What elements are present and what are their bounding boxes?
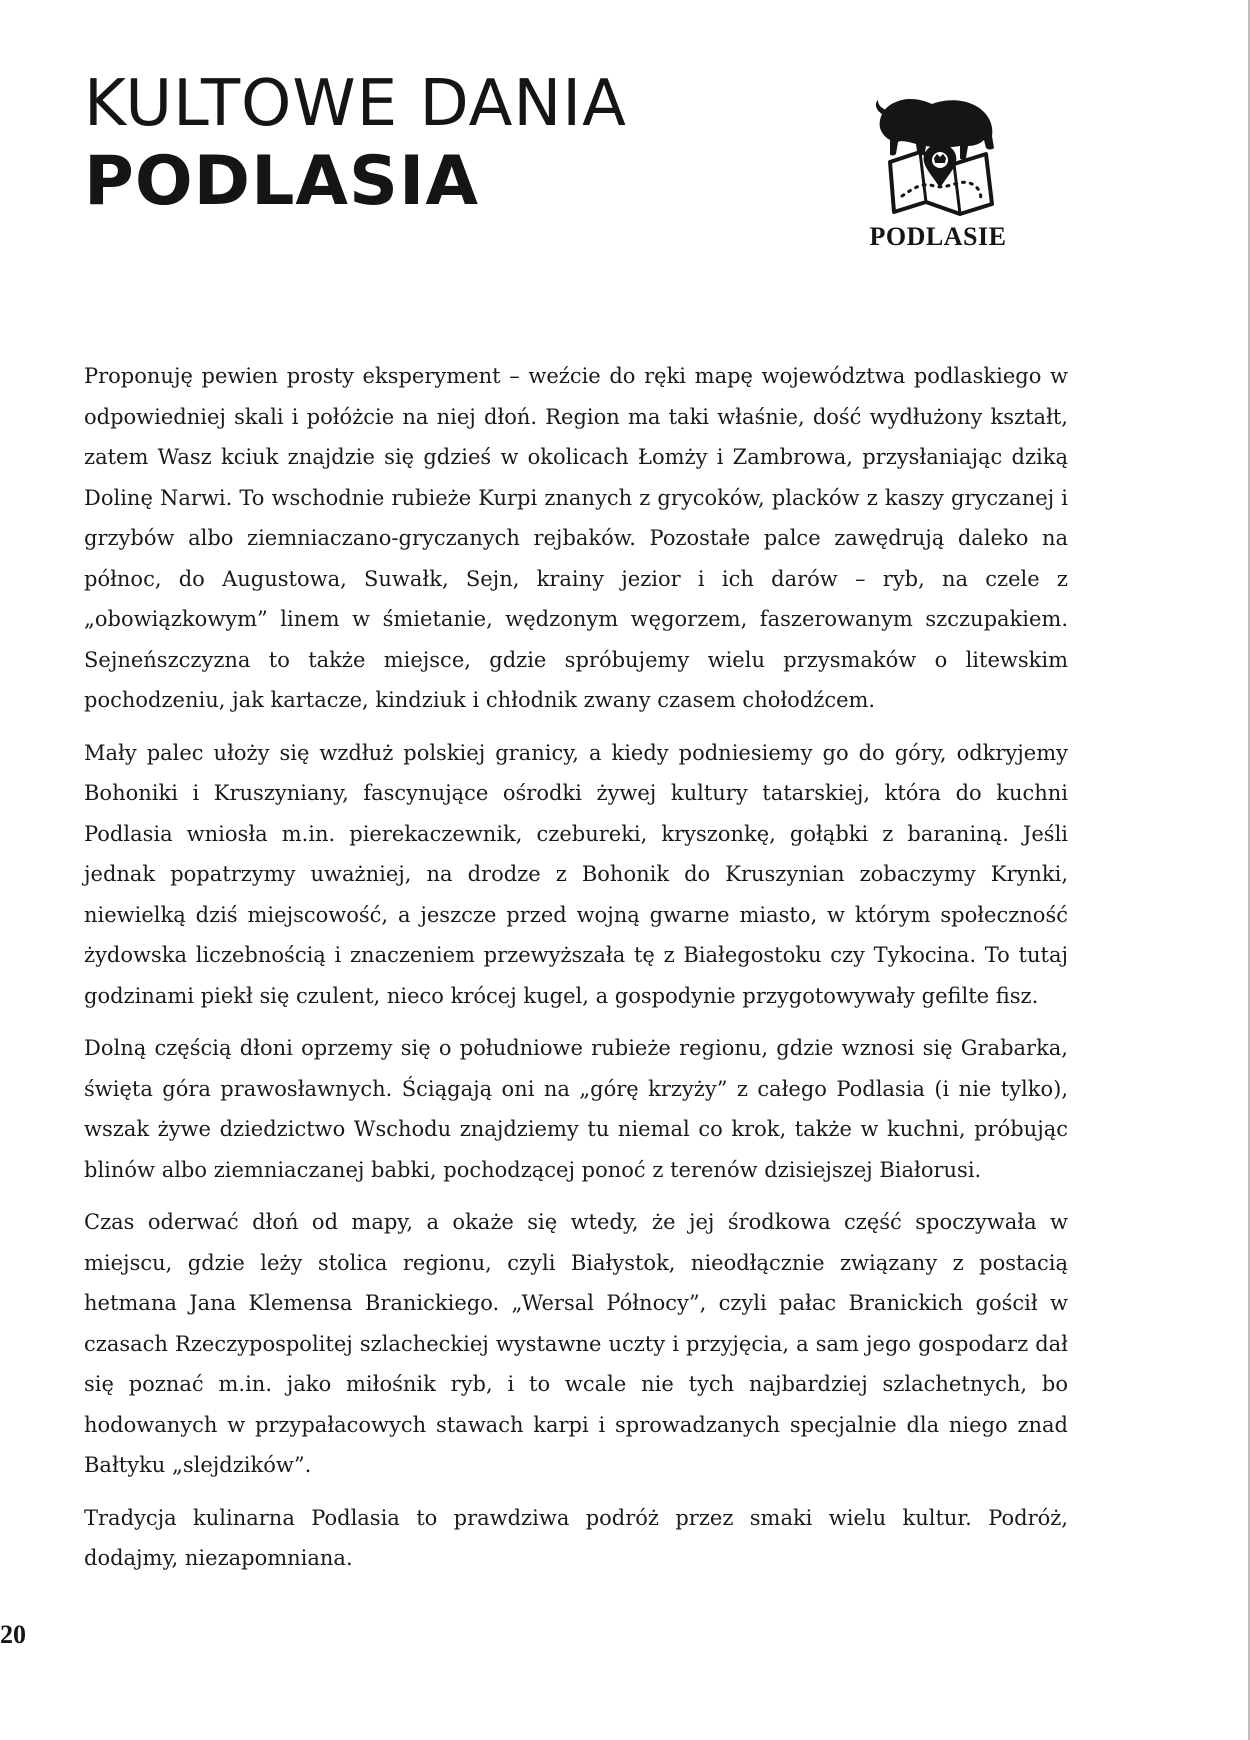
region-label: PODLASIE bbox=[869, 222, 1007, 251]
paragraph: Dolną częścią dłoni oprzemy się o południowe rubieże regionu, gdzie wznosi się Grabarka, święta góra prawosławnych. Ściągają oni na „górę krzyży” z całego Podlasia (i nie tylko), wszak żywe dziedzictwo Wschodu znajdziemy tu niemal co krok, także w kuchni, próbując blinów albo ziemniaczanej babki, pochodzącej ponoć z terenów dzisiejszej Białorusi. bbox=[84, 1036, 1068, 1182]
page-number: 20 bbox=[0, 1620, 26, 1649]
bison-map-icon bbox=[868, 92, 1008, 216]
paragraph: Mały palec ułoży się wzdłuż polskiej granicy, a kiedy podniesiemy go do góry, odkryjemy Bohoniki i Kruszyniany, fascynujące ośrodki żywej kultury tatarskiej, która do kuchni Podlasia wniosła m.in. pierekaczewnik, czebureki, kryszonkę, gołąbki z baraniną. Jeśli jednak popatrzymy uważniej, na drodze z Bohonik do Kruszynian zobaczymy Krynki, niewielką dziś miejscowość, a jeszcze przed wojną gwarne miasto, w którym społeczność żydowska liczebnością i znaczeniem przewyższała tę z Białegostoku czy Tykocina. To tutaj godzinami piekł się czulent, nieco krócej kugel, a gospodynie przygotowywały gefilte fisz. bbox=[84, 740, 1068, 1008]
region-logo bbox=[848, 92, 1028, 257]
title-line-bold: PODLASIA bbox=[84, 142, 479, 221]
paragraph: Czas oderwać dłoń od mapy, a okaże się wtedy, że jej środkowa część spoczywała w miejscu, gdzie leży stolica regionu, czyli Białystok, nieodłącznie związany z postacią hetmana Jana Klemensa Branickiego. „Wersal Północy”, czyli pałac Branickich gościł w czasach Rzeczypospolitej szlacheckiej wystawne uczty i przyjęcia, a sam jego gospodarz dał się poznać m.in. jako miłośnik ryb, i to wcale nie tych najbardziej szlachetnych, bo hodowanych w przypałacowych stawach karpi i sprowadzanych specjalnie dla niego znad Bałtyku „slejdzików”. bbox=[84, 1210, 1068, 1477]
paragraph: Tradycja kulinarna Podlasia to prawdziwa podróż przez smaki wielu kultur. Podróż, dodajmy, niezapomniana. bbox=[84, 1505, 1068, 1570]
paragraph: Proponuję pewien prosty eksperyment – weźcie do ręki mapę województwa podlaskiego w odpowiedniej skali i połóżcie na niej dłoń. Region ma taki właśnie, dość wydłużony kształt, zatem Wasz kciuk znajdzie się gdzieś w okolicach Łomży i Zambrowa, przysłaniając dziką Dolinę Narwi. To wschodnie rubieże Kurpi znanych z grycoków, placków z kaszy gryczanej i grzybów albo ziemniaczano-gryczanych rejbaków. Pozostałe palce zawędrują daleko na północ, do Augustowa, Suwałk, Sejn, krainy jezior i ich darów – ryb, na czele z „obowiązkowym” linem w śmietanie, wędzonym węgorzem, faszerowanym szczupakiem. Sejneńszczyzna to także miejsce, gdzie spróbujemy wielu przysmaków o litewskim pochodzeniu, jak kartacze, kindziuk i chłodnik zwany czasem chołodźcem. bbox=[84, 364, 1068, 712]
page-title bbox=[84, 67, 627, 221]
article-body bbox=[84, 356, 1068, 1591]
title-line-light: KULTOWE DANIA bbox=[84, 67, 627, 141]
